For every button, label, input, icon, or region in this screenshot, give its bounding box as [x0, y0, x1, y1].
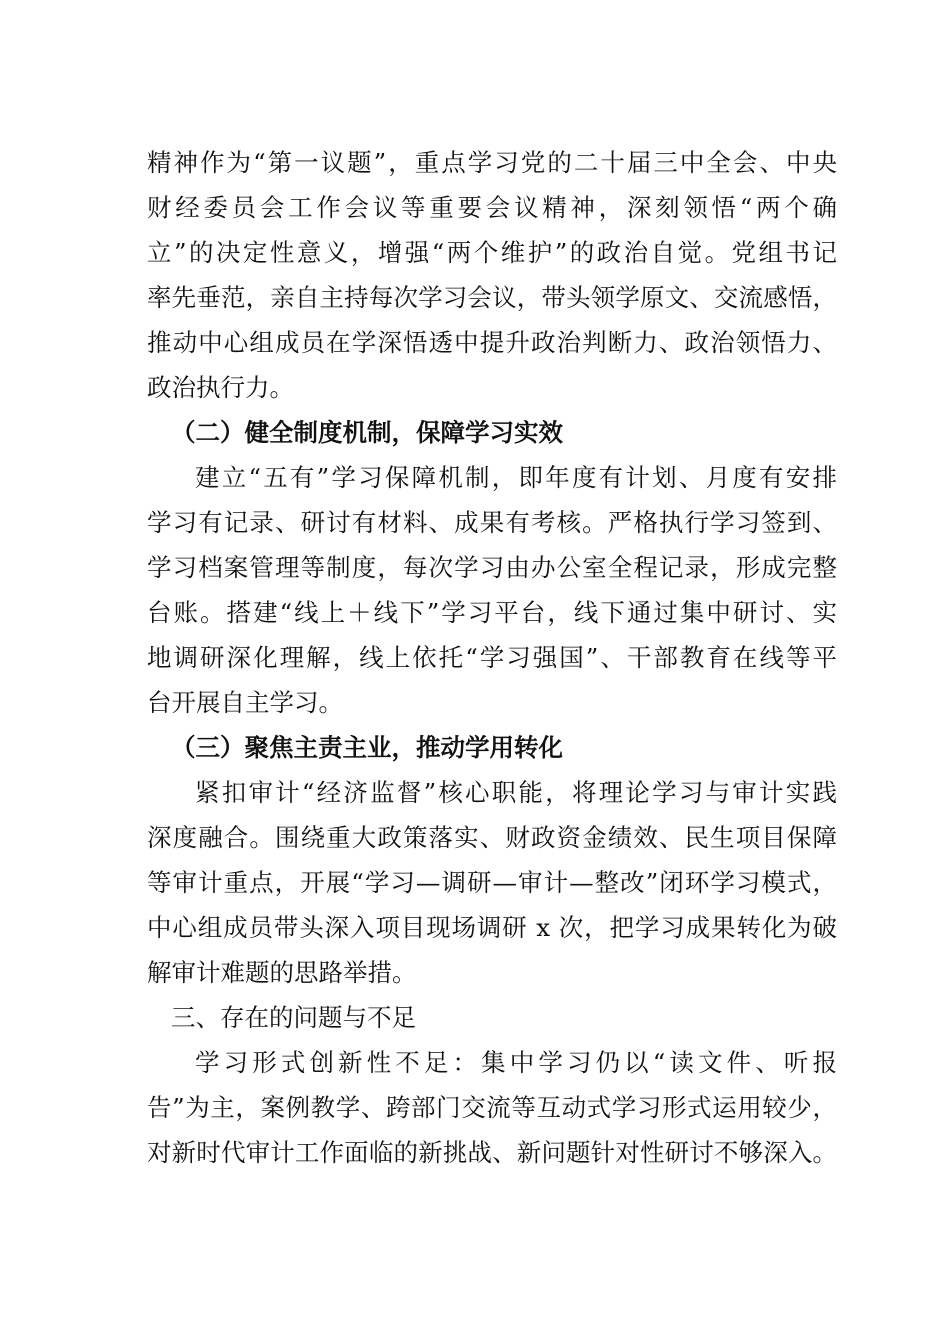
paragraph-line: 地调研深化理解，线上依托“学习强国”、干部教育在线等平: [147, 643, 837, 672]
paragraph-line: 解审计难题的思路举措。: [147, 958, 417, 987]
paragraph-line: 财经委员会工作会议等重要会议精神，深刻领悟“两个确: [147, 193, 837, 222]
paragraph-line: 政治执行力。: [147, 373, 294, 402]
paragraph-line: 告”为主，案例教学、跨部门交流等互动式学习形式运用较少，: [147, 1093, 837, 1122]
subheading-institutional-mechanism: （二）健全制度机制，保障学习实效: [171, 418, 563, 447]
subheading-core-responsibilities: （三）聚焦主责主业，推动学用转化: [171, 733, 563, 762]
paragraph-line: 立”的决定性意义，增强“两个维护”的政治自觉。党组书记: [147, 238, 837, 267]
section-heading-problems: 三、存在的问题与不足: [171, 1003, 416, 1032]
paragraph-line: 学习有记录、研讨有材料、成果有考核。严格执行学习签到、: [147, 508, 837, 537]
paragraph-line: 学习档案管理等制度，每次学习由办公室全程记录，形成完整: [147, 553, 837, 582]
paragraph-line: 推动中心组成员在学深悟透中提升政治判断力、政治领悟力、: [147, 328, 837, 357]
paragraph-line: 中心组成员带头深入项目现场调研 x 次，把学习成果转化为破: [147, 913, 837, 942]
paragraph-line: 深度融合。围绕重大政策落实、财政资金绩效、民生项目保障: [147, 823, 837, 852]
document-body: [147, 140, 837, 1175]
paragraph-line: 台账。搭建“线上＋线下”学习平台，线下通过集中研讨、实: [147, 598, 837, 627]
paragraph-line: 台开展自主学习。: [147, 688, 343, 717]
paragraph-line: 对新时代审计工作面临的新挑战、新问题针对性研讨不够深入。: [147, 1138, 837, 1167]
paragraph-line: 率先垂范，亲自主持每次学习会议，带头领学原文、交流感悟，: [147, 283, 837, 312]
paragraph-line: 精神作为“第一议题”，重点学习党的二十届三中全会、中央: [147, 148, 837, 177]
paragraph-line: 紧扣审计“经济监督”核心职能，将理论学习与审计实践: [195, 778, 837, 807]
paragraph-line: 建立“五有”学习保障机制，即年度有计划、月度有安排: [195, 463, 837, 492]
paragraph-line: 学习形式创新性不足：集中学习仍以“读文件、听报: [195, 1048, 837, 1077]
paragraph-line: 等审计重点，开展“学习—调研—审计—整改”闭环学习模式，: [147, 868, 837, 897]
